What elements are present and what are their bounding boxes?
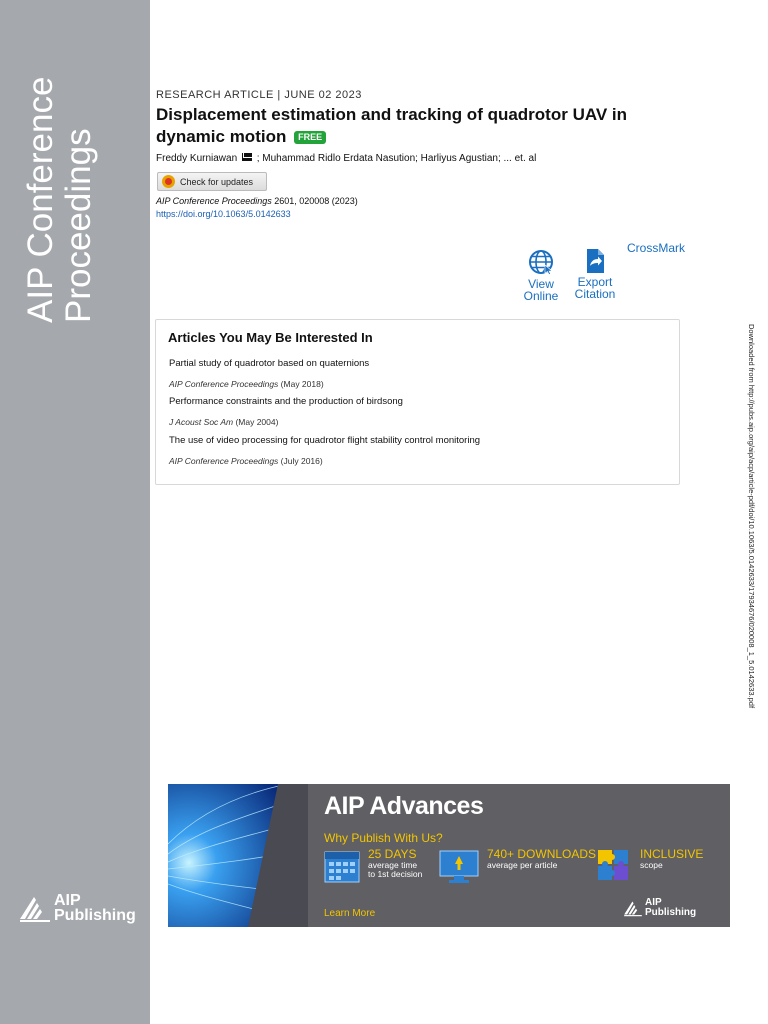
ad-stat-downloads	[439, 848, 596, 884]
puzzle-icon	[596, 848, 632, 884]
citation-journal: AIP Conference Proceedings	[156, 196, 272, 206]
ad-stat-inclusive	[596, 848, 703, 884]
monitor-icon	[439, 848, 479, 884]
view-online-line2: Online	[523, 289, 559, 303]
advertisement-banner[interactable]	[168, 784, 730, 927]
article-meta	[156, 89, 362, 101]
related-item-date: (May 2018)	[278, 379, 324, 389]
logo-line1: AIP	[54, 892, 81, 909]
related-item-date: (May 2004)	[233, 417, 279, 427]
aip-logo-icon	[18, 893, 52, 923]
related-item-journal: AIP Conference Proceedings	[169, 379, 279, 389]
check-updates-label: Check for updates	[180, 176, 254, 187]
author-list	[156, 153, 536, 164]
article-type: RESEARCH ARTICLE	[156, 89, 274, 101]
ad-brand: AIP Advances	[324, 792, 484, 820]
ad-image	[168, 784, 308, 927]
related-item-source	[169, 417, 403, 427]
globe-icon	[528, 249, 554, 275]
ad-stat-days	[324, 848, 422, 884]
download-note: Downloaded from http://pubs.aip.org/aip/acp/article-pdf/doi/10.1063/5.0142633/17934676/020008_1_5.0142633.pdf	[747, 324, 756, 709]
journal-name	[22, 53, 98, 323]
article-title-text: Displacement estimation and tracking of quadrotor UAV in dynamic motion	[156, 105, 628, 146]
aip-publishing-logo	[18, 893, 136, 923]
stat1-sub1: average time	[368, 860, 418, 870]
authors-rest[interactable]: ; Muhammad Ridlo Erdata Nasution; Harliyus Agustian; ... et. al	[256, 153, 537, 164]
related-item-title[interactable]: Performance constraints and the production of birdsong	[169, 396, 403, 407]
author-link[interactable]: Freddy Kurniawan	[156, 153, 238, 164]
related-articles-panel	[155, 319, 680, 485]
aip-logo-icon	[623, 899, 643, 917]
stat1-sub2: to 1st decision	[368, 869, 423, 879]
meta-separator: |	[277, 89, 281, 101]
view-online-button[interactable]	[518, 249, 564, 302]
citation	[156, 196, 358, 206]
free-badge: FREE	[294, 131, 326, 144]
stat3-main: INCLUSIVE	[640, 847, 704, 861]
related-item-source	[169, 456, 480, 466]
logo-line2: Publishing	[54, 907, 136, 924]
related-heading: Articles You May Be Interested In	[168, 330, 373, 345]
related-item-date: (July 2016)	[278, 456, 323, 466]
ad-tagline: Why Publish With Us?	[324, 831, 443, 845]
check-for-updates-button[interactable]	[157, 172, 267, 191]
export-line2: Citation	[574, 287, 616, 301]
stat2-main: 740+ DOWNLOADS	[487, 847, 597, 861]
related-item-source	[169, 379, 369, 389]
ad-aip-logo	[623, 898, 696, 918]
related-item	[169, 396, 403, 427]
related-item	[169, 435, 480, 466]
export-citation-button[interactable]	[569, 249, 621, 300]
stat1-main: 25 DAYS	[368, 847, 417, 861]
ad-logo-line1: AIP	[645, 897, 662, 908]
related-item-journal: J Acoust Soc Am	[169, 417, 234, 427]
check-updates-icon	[162, 175, 175, 188]
doi-link[interactable]: https://doi.org/10.1063/5.0142633	[156, 209, 291, 219]
ad-logo-line2: Publishing	[645, 907, 697, 918]
journal-name-line1: AIP Conference	[21, 76, 60, 323]
learn-more-link[interactable]: Learn More	[324, 908, 376, 919]
sidebar	[0, 0, 150, 1024]
article-title	[156, 104, 696, 148]
stat2-sub1: average per article	[487, 860, 558, 870]
export-line1: Export	[577, 275, 613, 289]
email-icon[interactable]	[242, 153, 252, 161]
view-online-line1: View	[528, 277, 554, 291]
article-date: JUNE 02 2023	[284, 89, 362, 101]
related-item-title[interactable]: Partial study of quadrotor based on quaternions	[169, 358, 370, 369]
calendar-icon	[324, 848, 360, 884]
export-icon	[585, 249, 605, 273]
citation-detail: 2601, 020008 (2023)	[271, 196, 358, 206]
light-streaks-graphic	[168, 784, 308, 927]
related-item-journal: AIP Conference Proceedings	[169, 456, 279, 466]
related-item-title[interactable]: The use of video processing for quadrotor flight stability control monitoring	[169, 435, 481, 446]
related-item	[169, 358, 369, 389]
crossmark-link[interactable]: CrossMark	[627, 241, 686, 255]
journal-name-line2: Proceedings	[59, 128, 98, 323]
stat3-sub1: scope	[640, 860, 663, 870]
